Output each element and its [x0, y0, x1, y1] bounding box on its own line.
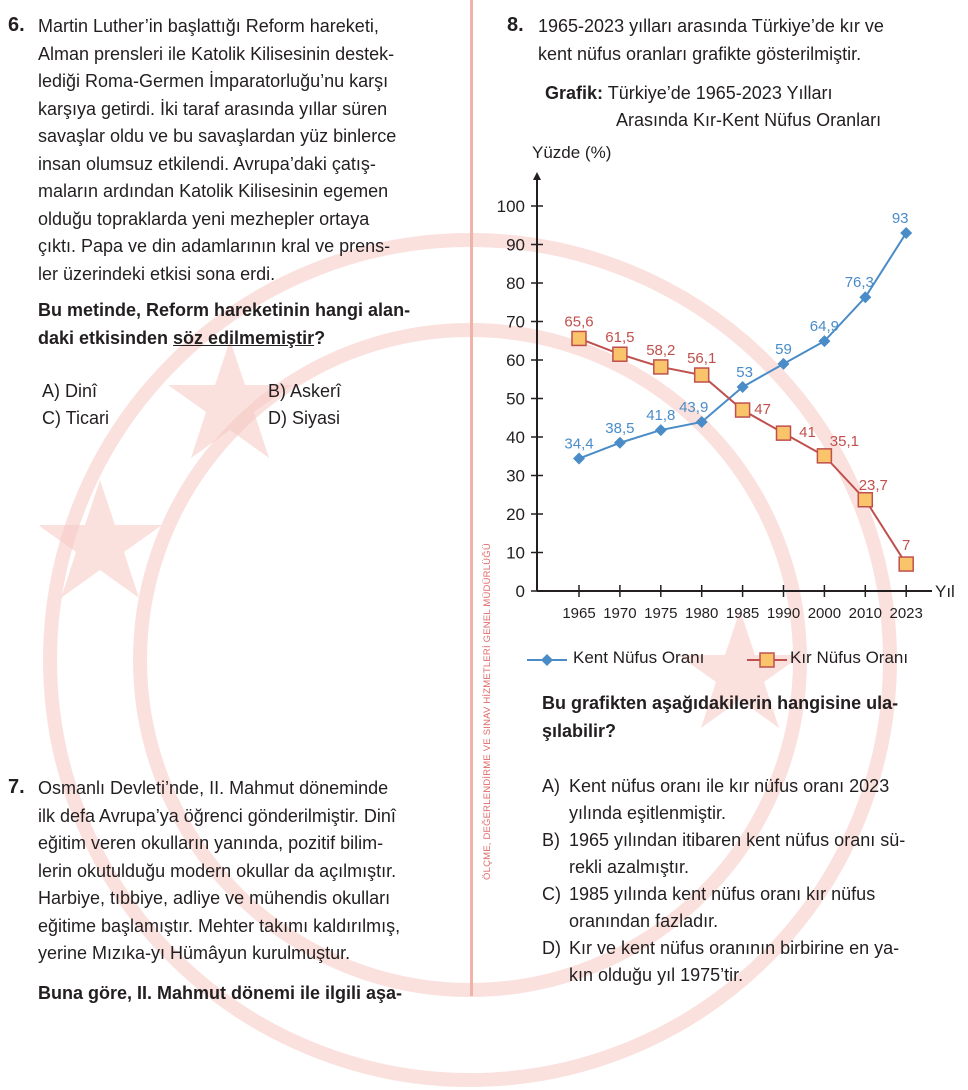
passage-line: lerin okutulduğu modern okullar da açılmıştır.: [38, 860, 397, 881]
data-point-kir: [736, 403, 750, 417]
data-label: 76,3: [844, 274, 874, 292]
y-tick-label: 0: [515, 582, 525, 601]
line-chart: [480, 140, 960, 630]
option-line: Kent nüfus oranı ile kır nüfus oranı 2023: [569, 776, 890, 796]
option-line: oranından fazladır.: [569, 911, 719, 931]
option-line: 1985 yılında kent nüfus oranı kır nüfus: [569, 884, 876, 904]
data-label: 64,9: [809, 318, 840, 336]
y-tick-label: 90: [506, 235, 525, 255]
prompt-line: şılabilir?: [542, 720, 617, 741]
y-tick-label: 40: [506, 428, 525, 447]
q8-option-d[interactable]: [542, 935, 905, 989]
data-point-kent: [655, 424, 667, 436]
option-key: D): [542, 938, 561, 958]
passage-line: olduğu topraklarda yeni mezhepler ortaya: [38, 208, 370, 229]
intro-line: kent nüfus oranları grafikte gösterilmiştir.: [538, 43, 862, 64]
question-8-prompt: [542, 690, 898, 745]
x-tick-label: 1970: [603, 605, 637, 622]
data-label: 61,5: [605, 329, 635, 347]
legend-kent-marker: [525, 650, 569, 670]
data-label: 43,9: [679, 398, 709, 416]
question-8-intro: [538, 13, 884, 68]
option-b[interactable]: B) Askerî: [268, 381, 342, 401]
data-point-kent: [900, 227, 912, 239]
data-label: 41: [799, 424, 816, 442]
y-tick-label: 100: [496, 197, 525, 216]
passage-line: lediği Roma-Germen İmparatorluğu’nu karşı: [38, 71, 389, 91]
y-tick-label: 10: [506, 543, 525, 563]
data-label: 38,5: [605, 419, 635, 437]
x-tick-label: 1965: [562, 605, 596, 622]
question-7-passage: [38, 775, 400, 968]
option-line: Kır ve kent nüfus oranının birbirine en ya-: [569, 938, 900, 958]
data-label: 34,4: [564, 435, 594, 453]
data-label: 65,6: [564, 313, 594, 331]
y-tick-label: 80: [506, 274, 525, 293]
option-key: C): [542, 884, 561, 904]
question-6-prompt: [38, 297, 410, 352]
legend-kir-marker: [745, 650, 789, 670]
question-8-options: [542, 773, 905, 989]
data-point-kir: [777, 426, 791, 440]
data-label: 23,7: [858, 476, 888, 494]
data-label: 56,1: [687, 350, 717, 368]
x-tick-label: 1985: [725, 605, 760, 622]
prompt-line-1: Bu metinde, Reform hareketinin hangi alan-: [38, 300, 411, 320]
prompt-question-mark: ?: [314, 327, 326, 348]
y-tick-label: 70: [506, 312, 525, 332]
y-axis-arrow: [533, 172, 541, 180]
passage-line: karşıya getirdi. İki taraf arasında yıllar süren: [38, 98, 388, 119]
data-label: 47: [754, 401, 771, 419]
y-tick-label: 30: [506, 466, 525, 486]
q8-option-a[interactable]: [542, 773, 905, 827]
data-point-kir: [695, 368, 709, 382]
data-point-kir: [572, 331, 586, 345]
data-label: 7: [902, 537, 911, 555]
y-tick-label: 50: [506, 389, 525, 409]
option-line: rekli azalmıştır.: [569, 857, 690, 877]
option-key: B): [542, 830, 560, 850]
data-label: 35,1: [829, 432, 860, 450]
question-8-number: 8.: [507, 14, 524, 36]
data-point-kir: [858, 493, 872, 507]
option-line: kın olduğu yıl 1975’tir.: [569, 965, 744, 985]
data-point-kir: [817, 449, 831, 463]
prompt-line: Bu grafikten aşağıdakilerin hangisine ula-: [542, 693, 899, 713]
q8-option-c[interactable]: [542, 881, 905, 935]
passage-line: Martin Luther’in başlattığı Reform hareketi,: [38, 16, 379, 36]
data-label: 59: [775, 340, 792, 358]
passage-line: insan olumsuz etkilendi. Avrupa’daki çatış-: [38, 153, 376, 174]
option-line: yılında eşitlenmiştir.: [569, 803, 727, 823]
x-tick-label: 1975: [644, 605, 678, 622]
option-a[interactable]: A) Dinî: [42, 381, 98, 401]
legend-kent-label: Kent Nüfus Oranı: [573, 648, 705, 667]
y-axis-title: Yüzde (%): [532, 143, 612, 162]
option-line: 1965 yılından itibaren kent nüfus oranı sü-: [569, 830, 906, 850]
passage-line: Osmanlı Devleti’nde, II. Mahmut döneminde: [38, 778, 389, 798]
watermark-vertical-text: ÖLÇME, DEĞERLENDİRME VE SINAV HİZMETLERİ GENEL MÜDÜRLÜĞÜ: [482, 543, 493, 880]
passage-line: savaşlar oldu ve bu savaşlardan yüz binlerce: [38, 126, 397, 146]
y-tick-label: 20: [506, 505, 525, 524]
x-tick-label: 1980: [685, 605, 719, 622]
data-point-kir: [654, 360, 668, 374]
passage-line: yerine Mızıka-yı Hümâyun kurulmuştur.: [38, 943, 351, 963]
passage-line: maların ardından Katolik Kilisesinin egemen: [38, 181, 389, 201]
data-label: 58,2: [646, 341, 676, 359]
data-point-kent: [573, 453, 585, 465]
passage-line: Alman prensleri ile Katolik Kilisesinin destek-: [38, 43, 395, 64]
passage-line: çıktı. Papa ve din adamlarının kral ve prens-: [38, 236, 391, 256]
passage-line: ilk defa Avrupa’ya öğrenci gönderilmiştir. Dinî: [38, 805, 396, 826]
data-label: 93: [891, 209, 909, 227]
option-c[interactable]: C) Ticari: [42, 408, 109, 428]
prompt-text: daki etkisinden: [38, 327, 174, 348]
option-d[interactable]: D) Siyasi: [268, 408, 341, 428]
chart-title: [545, 80, 881, 134]
prompt-underlined-text: söz edilmemiştir: [173, 327, 315, 348]
prompt-line-2: [38, 325, 410, 353]
data-point-kent: [614, 437, 626, 449]
chart-title-line-1: Türkiye’de 1965-2023 Yılları: [607, 83, 833, 103]
column-divider: [470, 0, 473, 996]
x-tick-label: 2010: [848, 605, 882, 622]
intro-line: 1965-2023 yılları arasında Türkiye’de kır ve: [538, 16, 884, 36]
x-tick-label: 1990: [766, 605, 801, 622]
question-7-prompt-partial: Buna göre, II. Mahmut dönemi ile ilgili aşa-: [38, 983, 403, 1003]
passage-line: eğitim veren okulların yanında, pozitif bilim-: [38, 833, 384, 853]
q8-option-b[interactable]: [542, 827, 905, 881]
passage-line: ler üzerindeki etkisi sona erdi.: [38, 263, 276, 284]
data-label: 53: [736, 363, 753, 381]
chart-title-line-2: Arasında Kır-Kent Nüfus Oranları: [616, 110, 882, 130]
data-label: 41,8: [646, 407, 676, 425]
data-point-kir: [613, 347, 627, 361]
x-tick-label: 2023: [889, 605, 923, 622]
x-axis-title: Yıl: [935, 582, 955, 601]
chart-label: Grafik:: [545, 83, 604, 103]
passage-line: eğitime başlamıştır. Mehter takımı kaldırılmış,: [38, 915, 401, 936]
option-key: A): [542, 776, 560, 796]
question-6-number: 6.: [8, 14, 25, 36]
data-point-kir: [899, 557, 913, 571]
legend-kir-label: Kır Nüfus Oranı: [790, 648, 909, 667]
question-6-passage: [38, 13, 396, 288]
passage-line: Harbiye, tıbbiye, adliye ve mühendis okulları: [38, 888, 391, 908]
question-7-number: 7.: [8, 776, 25, 798]
x-tick-label: 2000: [807, 605, 842, 622]
y-tick-label: 60: [506, 351, 525, 370]
data-point-kent: [778, 358, 790, 370]
